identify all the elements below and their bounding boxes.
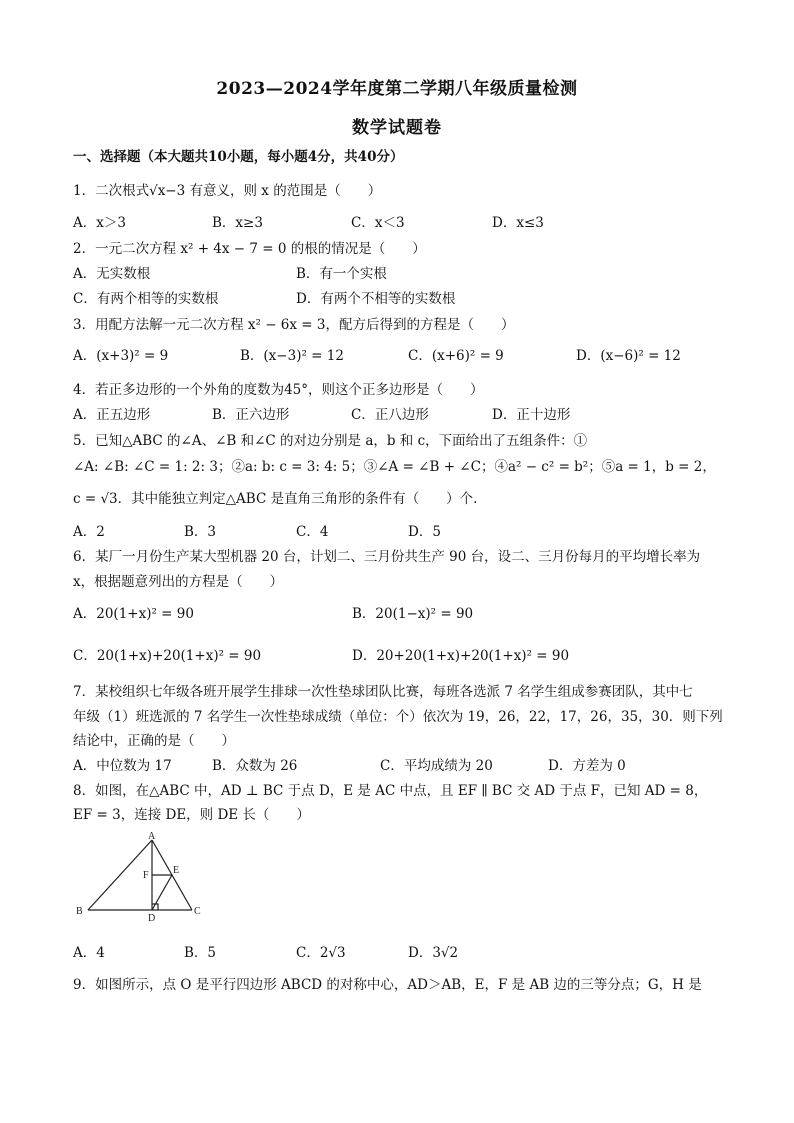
question-6-line-2: x，根据题意列出的方程是（ ）	[73, 574, 284, 590]
q7-option-d: D．方差为 0	[548, 758, 626, 774]
q3-option-c: C．(x+6)² = 9	[408, 348, 504, 364]
question-5-line-3: c = √3．其中能独立判定△ABC 是直角三角形的条件有（ ）个.	[73, 491, 478, 507]
q5-option-c: C．4	[296, 524, 329, 540]
question-3-stem: 3．用配方法解一元二次方程 x² − 6x = 3，配方后得到的方程是（ ）	[73, 317, 515, 333]
label-c: C	[194, 906, 201, 917]
q1-option-a: A．x＞3	[73, 215, 126, 231]
q8-option-a: A．4	[73, 945, 105, 961]
q5-option-d: D．5	[408, 524, 441, 540]
q3-option-d: D．(x−6)² = 12	[576, 348, 681, 364]
segment-de	[152, 875, 172, 910]
page-subtitle: 数学试题卷	[352, 118, 442, 138]
question-5-line-1: 5．已知△ABC 的∠A、∠B 和∠C 的对边分别是 a，b 和 c，下面给出了五组条件：①	[73, 433, 588, 449]
question-8-line-1: 8．如图，在△ABC 中，AD ⊥ BC 于点 D，E 是 AC 中点，且 EF ∥ BC 交 AD 于点 F，已知 AD = 8，	[73, 783, 708, 799]
q8-option-b: B．5	[184, 945, 217, 961]
q2-option-c: C．有两个相等的实数根	[73, 291, 219, 307]
question-7-line-3: 结论中，正确的是（ ）	[73, 733, 235, 749]
label-e: E	[173, 865, 180, 876]
question-4-stem: 4．若正多边形的一个外角的度数为45°，则这个正多边形是（ ）	[73, 382, 484, 398]
q1-option-d: D．x≤3	[492, 215, 544, 231]
question-7-line-1: 7．某校组织七年级各班开展学生排球一次性垫球团队比赛，每班各选派 7 名学生组成参赛团队，其中七	[73, 684, 693, 700]
q8-option-d: D．3√2	[408, 945, 459, 961]
question-5-line-2: ∠A: ∠B: ∠C = 1: 2: 3；②a: b: c = 3: 4: 5；③∠A = ∠B + ∠C；④a² − c² = b²；⑤a = 1，b = 2，	[73, 459, 716, 475]
q7-option-b: B．众数为 26	[212, 758, 298, 774]
triangle-figure	[70, 832, 210, 922]
q5-option-b: B．3	[184, 524, 217, 540]
page-title: 2023—2024学年度第二学期八年级质量检测	[216, 79, 578, 99]
q4-option-d: D．正十边形	[492, 407, 571, 423]
q4-option-b: B．正六边形	[212, 407, 290, 423]
question-6-line-1: 6．某厂一月份生产某大型机器 20 台，计划二、三月份共生产 90 台，设二、三月份每月的平均增长率为	[73, 549, 701, 565]
question-9-line-1: 9．如图所示，点 O 是平行四边形 ABCD 的对称中心，AD＞AB，E，F 是 AB 边的三等分点；G，H 是	[73, 977, 702, 993]
label-a: A	[148, 832, 156, 842]
q4-option-c: C．正八边形	[351, 407, 429, 423]
q2-option-d: D．有两个不相等的实数根	[296, 291, 456, 307]
label-f: F	[143, 870, 149, 881]
q1-option-b: B．x≥3	[212, 215, 263, 231]
q8-option-c: C．2√3	[296, 945, 346, 961]
question-8-line-2: EF = 3，连接 DE，则 DE 长（ ）	[73, 807, 310, 823]
q3-option-b: B．(x−3)² = 12	[240, 348, 344, 364]
q6-option-b: B．20(1−x)² = 90	[352, 606, 474, 622]
q7-option-c: C．平均成绩为 20	[380, 758, 493, 774]
q1-option-c: C．x＜3	[351, 215, 405, 231]
q6-option-c: C．20(1+x)+20(1+x)² = 90	[73, 648, 262, 664]
q3-option-a: A．(x+3)² = 9	[73, 348, 169, 364]
question-7-line-2: 年级（1）班选派的 7 名学生一次性垫球成绩（单位：个）依次为 19，26，22，17，26，35，30．则下列	[73, 709, 723, 725]
q7-option-a: A．中位数为 17	[73, 758, 172, 774]
label-b: B	[76, 906, 83, 917]
section-heading: 一、选择题（本大题共10小题，每小题4分，共40分）	[73, 149, 404, 165]
q2-option-b: B．有一个实根	[296, 266, 387, 282]
label-d: D	[148, 913, 156, 922]
q6-option-d: D．20+20(1+x)+20(1+x)² = 90	[352, 648, 570, 664]
question-2-stem: 2．一元二次方程 x² + 4x − 7 = 0 的根的情况是（ ）	[73, 241, 426, 257]
question-1-stem: 1．二次根式√x−3 有意义，则 x 的范围是（ ）	[73, 183, 382, 199]
q6-option-a: A．20(1+x)² = 90	[73, 606, 194, 622]
q5-option-a: A．2	[73, 524, 105, 540]
q2-option-a: A．无实数根	[73, 266, 151, 282]
q4-option-a: A．正五边形	[73, 407, 151, 423]
